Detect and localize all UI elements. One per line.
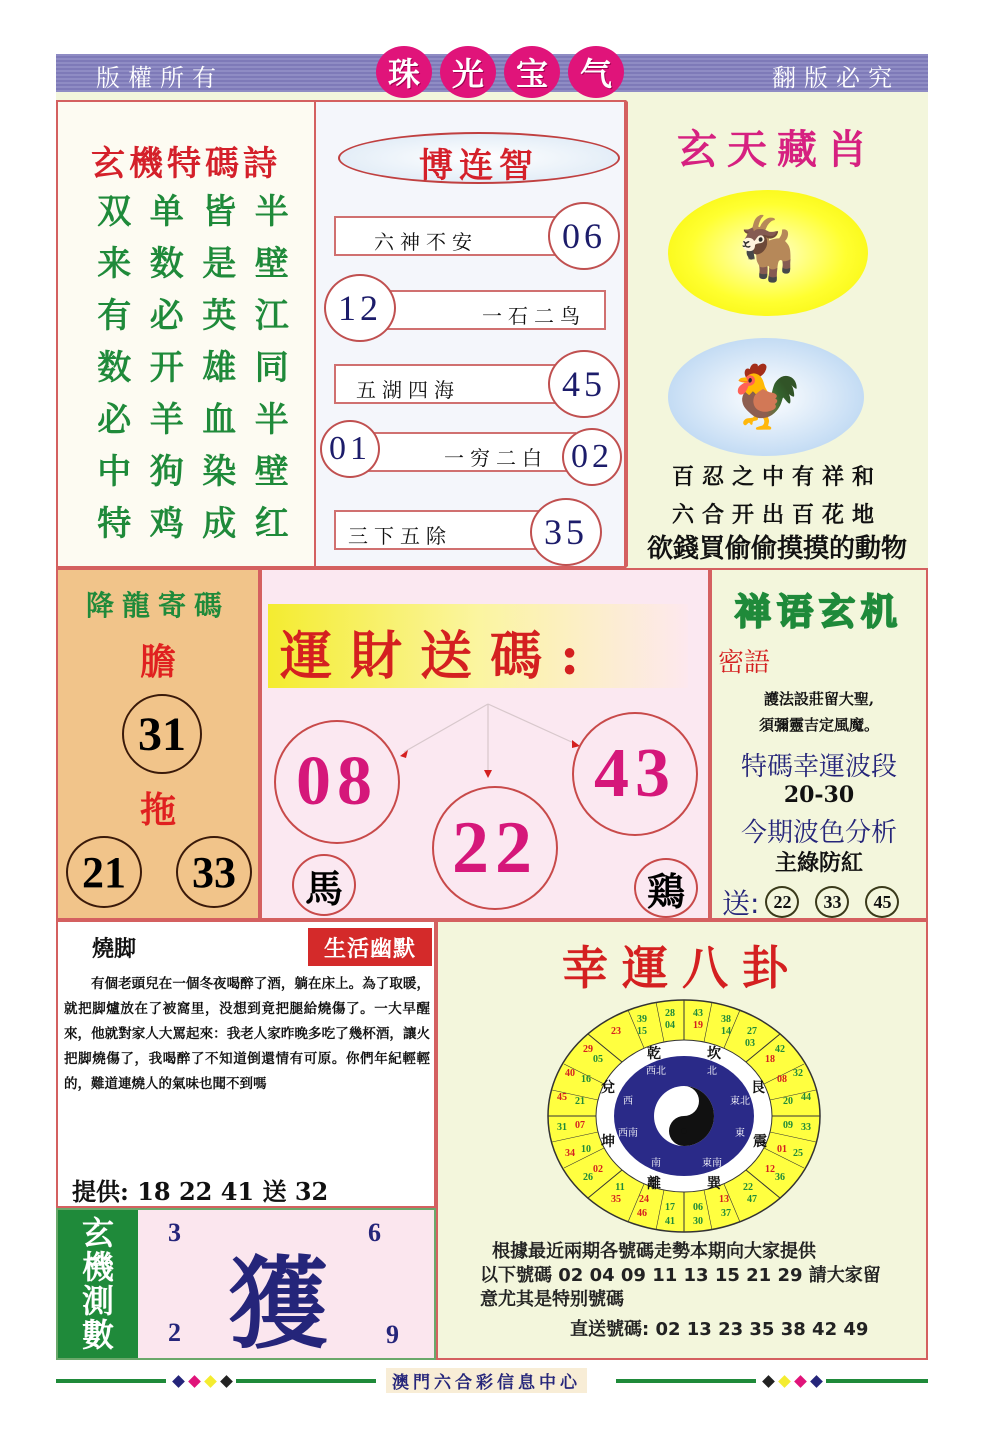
svg-text:東北: 東北: [730, 1096, 750, 1107]
svg-text:21: 21: [575, 1096, 585, 1107]
send-row: [722, 882, 899, 922]
footer-text: 澳門六合彩信息中心: [386, 1368, 587, 1393]
poem-char: 来: [97, 244, 132, 284]
svg-text:東: 東: [735, 1128, 745, 1139]
poem-char: 狗: [149, 452, 184, 492]
jiji-side-char: 機: [81, 1248, 114, 1286]
poem-char: 染: [202, 452, 237, 492]
poem-title: 玄機特碼詩: [91, 144, 281, 184]
svg-text:20: 20: [783, 1096, 793, 1107]
poem-char: 羊: [149, 400, 184, 440]
copyright-text: 版權所有: [96, 64, 224, 92]
svg-text:08: 08: [777, 1074, 787, 1085]
bolianzhi-panel: [314, 100, 626, 568]
svg-text:31: 31: [557, 1122, 567, 1133]
svg-text:38: 38: [721, 1014, 731, 1025]
footer-line: [826, 1379, 928, 1383]
rooster-icon: 🐓: [727, 360, 805, 433]
dan-number-circle: 31: [122, 694, 202, 774]
jiji-number: 6: [368, 1218, 381, 1247]
poem-char: 双: [97, 192, 132, 232]
svg-text:02: 02: [593, 1164, 603, 1175]
idiom-text: 一石二鸟: [482, 304, 586, 328]
svg-text:26: 26: [583, 1172, 593, 1183]
svg-text:西: 西: [623, 1096, 633, 1107]
svg-text:18: 18: [765, 1054, 775, 1065]
rooster-oval: [668, 338, 864, 456]
poem-char: 必: [97, 400, 132, 440]
bagua-text-line-3: 意尤其是特别號碼: [480, 1289, 624, 1310]
svg-text:34: 34: [565, 1148, 575, 1159]
story-title: 燒脚: [92, 936, 137, 962]
poem-char: 特: [97, 504, 132, 544]
title-ball: 光: [440, 46, 496, 98]
jiji-number: 2: [168, 1318, 181, 1347]
poem-char: 半: [254, 192, 289, 232]
arrows-icon: [392, 700, 592, 780]
svg-text:46: 46: [637, 1208, 647, 1219]
story-footer: 提供: 18 22 41 送 32: [72, 1177, 329, 1206]
poem-char: 半: [254, 400, 289, 440]
svg-text:06: 06: [693, 1202, 703, 1213]
color-label: 今期波色分析: [740, 818, 897, 848]
poem-char: 雄: [202, 348, 237, 388]
svg-text:04: 04: [665, 1020, 675, 1031]
svg-text:09: 09: [783, 1120, 793, 1131]
story-panel: [56, 920, 436, 1208]
jiji-panel: [56, 1208, 436, 1363]
idiom-row: [334, 510, 544, 550]
poem-char: 开: [149, 348, 184, 388]
chanyu-panel: [710, 568, 928, 920]
svg-text:24: 24: [639, 1194, 649, 1205]
number-circle: 02: [562, 428, 622, 486]
lucky-number-circle: 22: [432, 786, 558, 910]
svg-text:西南: 西南: [618, 1128, 638, 1139]
idiom-row: [366, 432, 576, 472]
number-circle: 06: [548, 202, 620, 270]
direct-numbers: 直送號碼: 02 13 23 35 38 42 49: [570, 1319, 869, 1340]
poem-char: 中: [97, 452, 132, 492]
svg-text:35: 35: [611, 1194, 621, 1205]
poem-char: 单: [149, 192, 184, 232]
svg-text:震: 震: [753, 1134, 767, 1150]
jiji-side-char: 玄: [81, 1214, 114, 1252]
yuncai-panel: [260, 568, 710, 920]
header-banner: [56, 54, 928, 92]
bagua-wheel-icon: [544, 996, 824, 1236]
svg-text:16: 16: [581, 1074, 591, 1085]
poem-char: 红: [254, 504, 289, 544]
svg-text:巽: 巽: [707, 1176, 721, 1192]
title-ball: 气: [568, 46, 624, 98]
svg-text:28: 28: [665, 1008, 675, 1019]
idiom-row: [376, 290, 606, 330]
svg-text:東南: 東南: [702, 1158, 722, 1169]
xuantian-title: 玄天藏肖: [677, 126, 877, 173]
tuo-label: 拖: [139, 789, 176, 831]
diamond-icon: [778, 1375, 791, 1388]
svg-text:03: 03: [745, 1038, 755, 1049]
verse-line-2: 須彌靈吉定風魔。: [758, 716, 879, 734]
svg-text:07: 07: [575, 1120, 585, 1131]
jiji-side-char: 數: [81, 1316, 114, 1354]
poem-char: 鸡: [149, 504, 184, 544]
svg-text:23: 23: [611, 1026, 621, 1037]
poem-char: 同: [254, 348, 289, 388]
idiom-text: 五湖四海: [356, 378, 460, 402]
lucky-number-circle: 43: [572, 712, 698, 836]
poem-char: 成: [202, 504, 237, 544]
number-circle: 35: [530, 498, 602, 566]
poem-char: 必: [149, 296, 184, 336]
poem-char: 是: [202, 244, 237, 284]
svg-text:15: 15: [637, 1026, 647, 1037]
footer-line: [616, 1379, 756, 1383]
svg-text:29: 29: [583, 1044, 593, 1055]
svg-text:45: 45: [557, 1092, 567, 1103]
jianglong-panel: [56, 568, 260, 920]
jiji-side-label: [58, 1210, 138, 1358]
svg-text:北: 北: [707, 1066, 717, 1077]
poem-panel: [56, 100, 316, 568]
send-label: 送:: [722, 887, 760, 920]
diamond-icon: [810, 1375, 823, 1388]
svg-text:32: 32: [793, 1068, 803, 1079]
svg-text:10: 10: [581, 1144, 591, 1155]
svg-text:乾: 乾: [647, 1046, 661, 1062]
svg-text:37: 37: [721, 1208, 731, 1219]
piracy-text: 翻版必究: [772, 64, 900, 92]
svg-text:40: 40: [565, 1068, 575, 1079]
svg-text:19: 19: [693, 1020, 703, 1031]
svg-text:13: 13: [719, 1194, 729, 1205]
svg-text:36: 36: [775, 1172, 785, 1183]
svg-text:47: 47: [747, 1194, 757, 1205]
color-value: 主綠防紅: [774, 850, 863, 876]
svg-text:39: 39: [637, 1014, 647, 1025]
xuantian-line-3: 欲錢買偷偷摸摸的動物: [646, 534, 907, 564]
svg-text:艮: 艮: [751, 1080, 765, 1096]
dan-label: 膽: [139, 641, 176, 683]
diamond-icon: [172, 1375, 185, 1388]
goat-icon: 🐐: [729, 212, 807, 285]
poem-char: 数: [149, 244, 184, 284]
svg-text:05: 05: [593, 1054, 603, 1065]
diamond-icon: [188, 1375, 201, 1388]
bagua-panel: [436, 920, 928, 1360]
svg-text:離: 離: [647, 1176, 661, 1192]
verse-line-1: 護法設莊留大聖,: [763, 690, 875, 708]
yuncai-title: 運財送碼:: [280, 626, 598, 687]
xuantian-line-1: 百忍之中有祥和: [671, 464, 882, 490]
send-number-circle: 45: [865, 886, 899, 918]
svg-text:14: 14: [721, 1026, 731, 1037]
jiji-number: 9: [386, 1320, 399, 1349]
goat-oval: [668, 190, 868, 316]
svg-text:27: 27: [747, 1026, 757, 1037]
svg-text:南: 南: [651, 1158, 661, 1169]
wave-label: 特碼幸運波段: [740, 752, 897, 782]
xuantian-line-2: 六合开出百花地: [671, 502, 882, 528]
humor-badge: 生活幽默: [308, 928, 432, 966]
rooster-zodiac-circle: 鶏: [634, 858, 698, 918]
number-circle: 45: [548, 350, 620, 418]
title-ball: 珠: [376, 46, 432, 98]
idiom-text: 一穷二白: [444, 446, 548, 470]
xuantian-panel: [626, 100, 928, 568]
lucky-number-circle: 08: [274, 720, 400, 844]
tuo-number-circle: 33: [176, 836, 252, 908]
footer-line: [236, 1379, 376, 1383]
number-circle: 01: [320, 420, 380, 478]
poem-char: 皆: [202, 192, 237, 232]
idiom-row: [334, 364, 556, 404]
wave-value: 20-30: [783, 782, 855, 808]
bagua-text-line-1: 根據最近兩期各號碼走勢本期向大家提供: [492, 1241, 816, 1262]
footer-line: [56, 1379, 166, 1383]
svg-text:42: 42: [775, 1044, 785, 1055]
svg-text:12: 12: [765, 1164, 775, 1175]
poem-char: 江: [254, 296, 289, 336]
jiji-number: 3: [168, 1218, 181, 1247]
jiji-side-char: 測: [81, 1282, 114, 1320]
title-ball: 宝: [504, 46, 560, 98]
poem-char: 有: [97, 296, 132, 336]
send-number-circle: 22: [765, 886, 799, 918]
bolianzhi-title: 博连智: [419, 146, 539, 186]
jiji-main-char: 獲: [228, 1245, 328, 1363]
idiom-row: [334, 216, 556, 256]
story-body: 有個老頭兒在一個冬夜喝醉了酒，躺在床上。為了取暖，就把脚爐放在了被窩里，没想到竟把腿給燒傷了。一大早醒來，他就對家人大罵起來：我老人家昨晚多吃了幾杯酒，讓火把脚燒傷了，我喝醉了不知道倒還情有可原。你們年紀輕輕的，難道連燒人的氣味也聞不到嗎: [64, 976, 430, 1092]
svg-text:01: 01: [777, 1144, 787, 1155]
title-balls: [376, 46, 624, 98]
horse-zodiac-circle: 馬: [292, 854, 356, 916]
poem-char: 壁: [254, 244, 289, 284]
svg-text:兌: 兌: [601, 1080, 615, 1096]
poem-char: 数: [97, 348, 132, 388]
poem-grid: [88, 190, 298, 546]
svg-text:22: 22: [743, 1182, 753, 1193]
svg-text:坤: 坤: [601, 1134, 615, 1150]
diamond-icon: [794, 1375, 807, 1388]
number-circle: 12: [324, 274, 396, 342]
mi-label: 密語: [718, 648, 771, 678]
poem-char: 血: [202, 400, 237, 440]
svg-text:11: 11: [615, 1182, 625, 1193]
svg-text:25: 25: [793, 1148, 803, 1159]
svg-text:44: 44: [801, 1092, 811, 1103]
svg-text:30: 30: [693, 1216, 703, 1227]
bagua-title: 幸運八卦: [562, 941, 802, 995]
tuo-number-circle: 21: [66, 836, 142, 908]
diamond-icon: [220, 1375, 233, 1388]
diamond-icon: [762, 1375, 775, 1388]
svg-text:33: 33: [801, 1122, 811, 1133]
poem-char: 英: [202, 296, 237, 336]
poem-char: 壁: [254, 452, 289, 492]
svg-text:坎: 坎: [707, 1046, 721, 1062]
idiom-text: 三下五除: [348, 524, 452, 548]
svg-text:西北: 西北: [646, 1066, 666, 1077]
svg-text:17: 17: [665, 1202, 675, 1213]
diamond-icon: [204, 1375, 217, 1388]
yuncai-banner: [268, 604, 688, 688]
bolianzhi-title-oval: [338, 132, 620, 184]
bagua-text-line-2: 以下號碼 02 04 09 11 13 15 21 29 請大家留: [480, 1265, 881, 1286]
idiom-text: 六神不安: [374, 230, 478, 254]
send-number-circle: 33: [815, 886, 849, 918]
chanyu-title: 禅语玄机: [734, 592, 903, 633]
jianglong-title: 降龍寄碼: [85, 589, 230, 622]
svg-text:43: 43: [693, 1008, 703, 1019]
svg-text:41: 41: [665, 1216, 675, 1227]
footer: [56, 1368, 928, 1394]
